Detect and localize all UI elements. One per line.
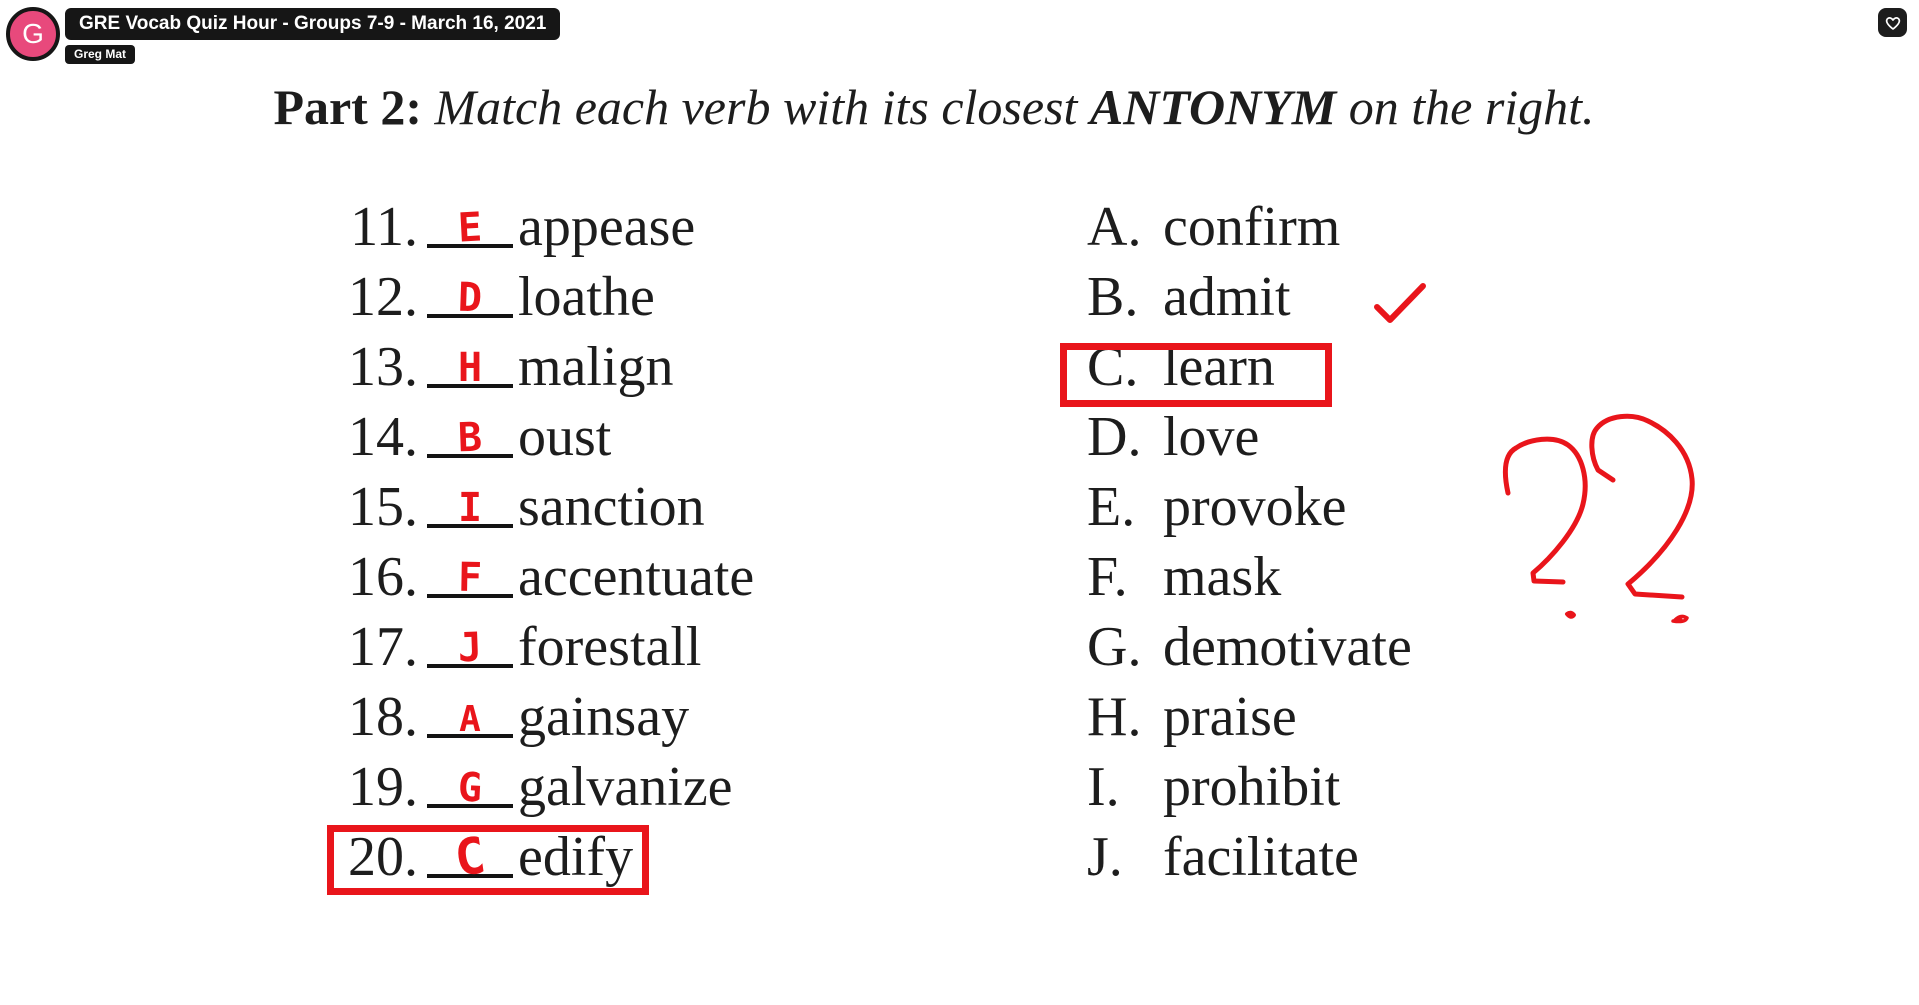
option-word: provoke (1163, 476, 1347, 538)
option-word: facilitate (1163, 826, 1359, 888)
red-box-around-edify (327, 825, 649, 895)
verb-word: malign (518, 336, 674, 398)
option-item-row (1087, 682, 1412, 752)
verb-item-row (346, 752, 754, 822)
answer-blank-underline (427, 338, 513, 391)
handwritten-answer-letter: E (456, 204, 484, 252)
verb-item-row (346, 612, 754, 682)
option-word: admit (1163, 266, 1291, 328)
video-title-badge[interactable]: GRE Vocab Quiz Hour - Groups 7-9 - March 16, 2021 (65, 8, 560, 40)
option-letter: H. (1087, 686, 1142, 748)
answer-blank-underline (427, 688, 513, 738)
verb-item-row (346, 332, 754, 402)
like-heart-button[interactable] (1878, 8, 1907, 37)
verb-item-row (346, 402, 754, 472)
handwritten-answer-letter: A (459, 699, 481, 740)
red-question-marks-doodle (1495, 408, 1710, 633)
option-word: praise (1163, 686, 1297, 748)
verb-item-row (346, 192, 754, 262)
heading-instruction-pre: Match each verb with its closest (421, 79, 1090, 135)
verb-word: galvanize (518, 756, 733, 818)
item-number: 16. (348, 546, 418, 608)
verb-item-row (346, 472, 754, 542)
item-number: 14. (348, 406, 418, 468)
red-box-around-learn (1060, 343, 1332, 407)
item-number: 18. (348, 686, 418, 748)
answer-blank-underline (427, 408, 513, 462)
verb-item-row (346, 542, 754, 612)
handwritten-answer-letter: I (457, 485, 483, 531)
answer-blank-underline (427, 268, 513, 322)
option-item-row (1087, 262, 1412, 332)
handwritten-answer-letter: G (456, 764, 484, 812)
verbs-column (346, 192, 754, 892)
channel-avatar[interactable]: G (6, 7, 60, 61)
option-item-row (1087, 402, 1412, 472)
handwritten-answer-letter: H (457, 345, 483, 391)
verb-word: edify (518, 826, 634, 888)
option-item-row (1087, 542, 1412, 612)
answer-blank-underline (427, 758, 513, 812)
options-column (1087, 192, 1412, 892)
item-number: 19. (348, 756, 418, 818)
option-item-row (1087, 612, 1412, 682)
handwritten-answer-letter: J (457, 624, 483, 672)
option-letter: A. (1087, 196, 1142, 258)
handwritten-answer-letter: C (451, 826, 489, 888)
item-number: 15. (348, 476, 418, 538)
handwritten-answer-letter: D (457, 274, 483, 322)
option-letter: C. (1087, 336, 1139, 398)
option-word: mask (1163, 546, 1282, 608)
verb-word: oust (518, 406, 612, 468)
item-number: 11. (350, 196, 418, 258)
verb-word: appease (518, 196, 696, 258)
option-letter: F. (1087, 546, 1128, 608)
red-checkmark (1372, 281, 1428, 325)
handwritten-answer-letter: B (457, 414, 483, 462)
verb-word: gainsay (518, 686, 690, 748)
option-word: prohibit (1163, 756, 1341, 818)
item-number: 13. (348, 336, 418, 398)
option-item-row (1087, 192, 1412, 262)
option-letter: D. (1087, 406, 1142, 468)
option-letter: J. (1087, 826, 1123, 888)
item-number: 12. (348, 266, 418, 328)
answer-blank-underline (427, 478, 513, 531)
item-number: 20. (348, 826, 418, 888)
slide-heading (0, 78, 1868, 136)
option-word: confirm (1163, 196, 1341, 258)
option-item-row (1087, 472, 1412, 542)
option-letter: I. (1087, 756, 1120, 818)
heart-icon (1884, 14, 1902, 32)
option-item-row (1087, 822, 1412, 892)
verb-word: sanction (518, 476, 705, 538)
channel-name-badge[interactable]: Greg Mat (65, 45, 135, 64)
answer-blank-underline (427, 618, 513, 672)
option-item-row (1087, 752, 1412, 822)
heading-instruction-post: on the right. (1336, 79, 1595, 135)
option-word: learn (1163, 336, 1275, 398)
item-number: 17. (348, 616, 418, 678)
verb-word: loathe (518, 266, 655, 328)
option-word: love (1163, 406, 1260, 468)
heading-part-label: Part 2: (273, 79, 422, 135)
answer-blank-underline (427, 548, 513, 602)
handwritten-answer-letter: F (457, 554, 483, 602)
verb-item-row (346, 682, 754, 752)
option-word: demotivate (1163, 616, 1412, 678)
option-letter: G. (1087, 616, 1142, 678)
answer-blank-underline (427, 198, 513, 252)
option-letter: B. (1087, 266, 1139, 328)
heading-antonym-emphasis: ANTONYM (1089, 79, 1337, 135)
verb-item-row (346, 262, 754, 332)
verb-word: forestall (518, 616, 702, 678)
verb-word: accentuate (518, 546, 755, 608)
option-letter: E. (1087, 476, 1136, 538)
